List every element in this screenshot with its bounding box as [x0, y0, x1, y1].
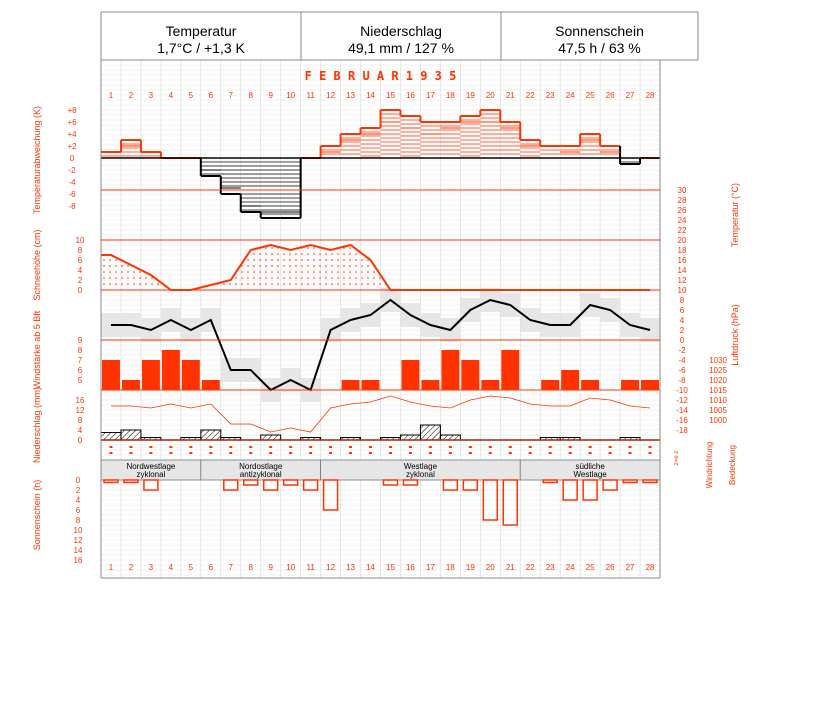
wind-bar	[401, 360, 419, 390]
sun-bar	[543, 480, 557, 483]
day-label-top: 15	[386, 91, 395, 100]
day-label-bottom: 17	[425, 563, 435, 572]
day-label-top: 14	[366, 91, 375, 100]
wind-bar	[441, 350, 459, 390]
axis-title-winddir: Windrichtung	[705, 441, 714, 489]
cloud-mark	[369, 452, 372, 454]
sun-bar	[104, 480, 118, 483]
wind-tick: 8	[77, 346, 83, 355]
wind-dir-mark	[449, 446, 452, 448]
temp-tick: -18	[676, 426, 688, 435]
day-label-bottom: 10	[286, 563, 296, 572]
pressure-tick: 1025	[709, 366, 727, 375]
precip-tick: 16	[75, 396, 85, 405]
temp-tick: 24	[677, 216, 687, 225]
sun-tick: 4	[75, 496, 81, 505]
temp-tick: -8	[678, 376, 686, 385]
tempdev-tick: +6	[67, 118, 77, 127]
day-label-bottom: 11	[306, 563, 315, 572]
wind-bar	[501, 350, 519, 390]
axis-title-wind: Windstärke ab 5 Bft	[32, 310, 42, 390]
month-title: F E B R U A R 1 9 3 5	[304, 69, 457, 83]
header-temperature-title: Temperatur	[165, 23, 237, 39]
pressure-tick: 1005	[709, 406, 727, 415]
day-label-bottom: 3	[148, 563, 154, 572]
sun-tick: 0	[75, 476, 81, 485]
wind-dir-mark	[309, 446, 312, 448]
cloud-mark	[149, 452, 152, 454]
temp-tick: 6	[679, 306, 685, 315]
day-label-bottom: 28	[645, 563, 655, 572]
day-label-top: 8	[248, 91, 253, 100]
day-label-bottom: 27	[625, 563, 635, 572]
wind-dir-mark	[329, 446, 332, 448]
wind-dir-mark	[529, 446, 532, 448]
sun-bar	[124, 480, 138, 483]
day-label-top: 3	[148, 91, 154, 100]
day-label-bottom: 13	[346, 563, 356, 572]
temp-tick: 8	[679, 296, 685, 305]
temp-tick: -2	[678, 346, 686, 355]
weather-type-sublabel: zyklonal	[405, 470, 435, 479]
cloud-mark	[349, 452, 352, 454]
wind-tick: 7	[77, 356, 83, 365]
day-label-top: 28	[645, 91, 655, 100]
axis-title-sun: Sonnenschein (h)	[32, 479, 42, 551]
temp-tick: -4	[678, 356, 686, 365]
sun-bar	[623, 480, 637, 483]
sun-tick: 10	[73, 526, 83, 535]
cloud-mark	[169, 452, 172, 454]
precip-bar	[101, 433, 121, 441]
day-label-bottom: 22	[525, 563, 535, 572]
cloud-mark	[329, 452, 332, 454]
day-label-top: 18	[445, 91, 455, 100]
day-label-top: 17	[425, 91, 435, 100]
axis-title-pressure: Luftdruck (hPa)	[730, 304, 740, 366]
day-label-top: 6	[208, 91, 214, 100]
snow-tick: 4	[77, 266, 83, 275]
sun-tick: 2	[75, 486, 81, 495]
temp-tick: 26	[677, 206, 687, 215]
day-label-top: 13	[346, 91, 356, 100]
day-label-bottom: 12	[326, 563, 336, 572]
temp-tick: -16	[676, 416, 688, 425]
axis-title-precip: Niederschlag (mm)	[32, 386, 42, 464]
wind-dir-mark	[289, 446, 292, 448]
temp-tick: 16	[677, 256, 687, 265]
wind-dir-mark	[409, 446, 412, 448]
wind-bar	[182, 360, 200, 390]
wind-dir-mark	[109, 446, 112, 448]
axis-title-temp: Temperatur (°C)	[730, 182, 740, 248]
axis-title-snow: Schneehöhe (cm)	[32, 229, 42, 301]
pressure-tick: 1010	[709, 396, 727, 405]
day-label-top: 10	[286, 91, 296, 100]
tempdev-tick: -4	[68, 178, 76, 187]
tempdev-tick: 0	[69, 154, 75, 163]
day-label-top: 7	[228, 91, 233, 100]
weather-type-label: Nordostlage	[239, 462, 283, 471]
sun-bar	[244, 480, 258, 485]
weather-type-label: Westlage	[403, 462, 438, 471]
cloud-mark	[189, 452, 192, 454]
sun-bar	[403, 480, 417, 485]
sun-tick: 16	[73, 556, 83, 565]
day-label-top: 26	[605, 91, 615, 100]
weather-type-sublabel: Westlage	[573, 470, 607, 479]
temp-tick: -6	[678, 366, 686, 375]
cloud-mark	[449, 452, 452, 454]
sun-bar	[284, 480, 298, 485]
wind-dir-mark	[229, 446, 232, 448]
day-label-top: 12	[326, 91, 336, 100]
day-label-bottom: 4	[168, 563, 174, 572]
precip-tick: 0	[77, 436, 83, 445]
cloud-mark	[569, 452, 572, 454]
wind-dir-mark	[469, 446, 472, 448]
wind-tick: 9	[77, 336, 83, 345]
wind-dir-mark	[389, 446, 392, 448]
cloud-mark	[609, 452, 612, 454]
day-label-bottom: 19	[465, 563, 475, 572]
cloud-mark	[509, 452, 512, 454]
sun-bar	[643, 480, 657, 483]
temp-tick: 0	[679, 336, 685, 345]
wind-dir-mark	[649, 446, 652, 448]
day-label-top: 11	[306, 91, 315, 100]
pressure-tick: 1000	[709, 416, 727, 425]
temp-tick: 28	[677, 196, 687, 205]
wind-dir-mark	[609, 446, 612, 448]
wind-bar	[342, 380, 360, 390]
day-label-bottom: 6	[208, 563, 214, 572]
precip-bar	[121, 430, 141, 440]
snow-tick: 2	[77, 276, 83, 285]
strip-legend: z=e z	[674, 450, 680, 466]
wind-bar	[421, 380, 439, 390]
weather-type-label: Nordwestlage	[126, 462, 176, 471]
day-label-bottom: 23	[545, 563, 555, 572]
cloud-mark	[429, 452, 432, 454]
cloud-mark	[489, 452, 492, 454]
cloud-mark	[389, 452, 392, 454]
day-label-bottom: 24	[565, 563, 575, 572]
cloud-mark	[549, 452, 552, 454]
precip-tick: 12	[75, 406, 85, 415]
day-label-bottom: 1	[108, 563, 114, 572]
temp-tick: -10	[676, 386, 688, 395]
temp-tick: 22	[677, 226, 687, 235]
day-label-top: 25	[585, 91, 595, 100]
cloud-mark	[469, 452, 472, 454]
weather-type-label: südliche	[575, 462, 605, 471]
wind-dir-mark	[189, 446, 192, 448]
temp-tick: 10	[677, 286, 687, 295]
day-label-bottom: 9	[268, 563, 273, 572]
cloud-mark	[409, 452, 412, 454]
wind-bar	[202, 380, 220, 390]
pressure-tick: 1020	[709, 376, 727, 385]
precip-bar	[201, 430, 221, 440]
header-sunshine-value: 47,5 h / 63 %	[558, 40, 641, 56]
sun-tick: 14	[73, 546, 83, 555]
weather-type-sublabel: antizyklonal	[239, 470, 282, 479]
day-label-top: 21	[505, 91, 515, 100]
temp-tick: 4	[679, 316, 685, 325]
tempdev-tick: +8	[67, 106, 77, 115]
precip-tick: 4	[77, 426, 83, 435]
wind-bar	[461, 360, 479, 390]
temp-tick: 30	[677, 186, 687, 195]
wind-tick: 5	[77, 376, 83, 385]
wind-bar	[621, 380, 639, 390]
wind-dir-mark	[589, 446, 592, 448]
cloud-mark	[289, 452, 292, 454]
wind-dir-mark	[149, 446, 152, 448]
wind-bar	[641, 380, 659, 390]
wind-dir-mark	[169, 446, 172, 448]
temp-tick: 2	[679, 326, 685, 335]
day-label-top: 24	[565, 91, 575, 100]
wind-dir-mark	[549, 446, 552, 448]
day-label-top: 22	[525, 91, 535, 100]
sun-bar	[384, 480, 398, 485]
day-label-bottom: 14	[366, 563, 375, 572]
cloud-mark	[249, 452, 252, 454]
precip-tick: 8	[77, 416, 83, 425]
tempdev-tick: -6	[68, 190, 76, 199]
day-label-bottom: 16	[405, 563, 415, 572]
wind-bar	[481, 380, 499, 390]
day-label-top: 2	[128, 91, 134, 100]
day-label-top: 4	[168, 91, 174, 100]
sun-tick: 6	[75, 506, 81, 515]
day-label-bottom: 5	[188, 563, 194, 572]
snow-tick: 10	[75, 236, 85, 245]
header-sunshine-title: Sonnenschein	[555, 23, 644, 39]
header-precipitation-title: Niederschlag	[360, 23, 442, 39]
day-label-top: 1	[108, 91, 114, 100]
axis-title-cloud: Bedeckung	[728, 444, 737, 486]
tempdev-tick: +4	[67, 130, 77, 139]
cloud-mark	[589, 452, 592, 454]
wind-dir-mark	[249, 446, 252, 448]
temp-tick: 18	[677, 246, 687, 255]
cloud-mark	[529, 452, 532, 454]
day-label-bottom: 20	[485, 563, 495, 572]
temp-tick: 20	[677, 236, 687, 245]
cloud-mark	[629, 452, 632, 454]
sun-tick: 12	[73, 536, 83, 545]
wind-tick: 6	[77, 366, 83, 375]
sun-tick: 8	[75, 516, 81, 525]
wind-bar	[541, 380, 559, 390]
cloud-mark	[309, 452, 312, 454]
wind-bar	[122, 380, 140, 390]
day-label-top: 9	[268, 91, 273, 100]
day-label-top: 19	[465, 91, 475, 100]
tempdev-tick: -8	[68, 202, 76, 211]
sun-bar	[503, 480, 517, 525]
day-label-top: 16	[405, 91, 415, 100]
day-label-bottom: 7	[228, 563, 233, 572]
day-label-bottom: 18	[445, 563, 455, 572]
wind-dir-mark	[369, 446, 372, 448]
wind-bar	[561, 370, 579, 390]
cloud-mark	[209, 452, 212, 454]
snow-tick: 0	[77, 286, 83, 295]
tempdev-tick: -2	[68, 166, 76, 175]
wind-dir-mark	[429, 446, 432, 448]
wind-dir-mark	[629, 446, 632, 448]
tempdev-tick: +2	[67, 142, 77, 151]
temp-tick: -14	[676, 406, 688, 415]
cloud-mark	[129, 452, 132, 454]
wind-dir-mark	[349, 446, 352, 448]
day-label-top: 5	[188, 91, 194, 100]
weather-type-sublabel: zyklonal	[136, 470, 166, 479]
day-label-bottom: 15	[386, 563, 395, 572]
cloud-mark	[269, 452, 272, 454]
pressure-tick: 1015	[709, 386, 727, 395]
wind-bar	[581, 380, 599, 390]
wind-bar	[162, 350, 180, 390]
day-label-bottom: 8	[248, 563, 253, 572]
axis-title-tempdev: Temperaturabweichung (K)	[32, 105, 42, 215]
wind-dir-mark	[209, 446, 212, 448]
snow-tick: 6	[77, 256, 83, 265]
day-label-bottom: 21	[505, 563, 515, 572]
wind-bar	[142, 360, 160, 390]
wind-bar	[362, 380, 380, 390]
day-label-top: 27	[625, 91, 635, 100]
header-precipitation-value: 49,1 mm / 127 %	[348, 40, 454, 56]
temp-tick: 14	[677, 266, 687, 275]
temp-tick: -12	[676, 396, 688, 405]
wind-dir-mark	[269, 446, 272, 448]
header-temperature-value: 1,7°C / +1,3 K	[157, 40, 245, 56]
wind-bar	[102, 360, 120, 390]
temp-tick: 12	[677, 276, 687, 285]
cloud-mark	[649, 452, 652, 454]
pressure-tick: 1030	[709, 356, 727, 365]
day-label-top: 20	[485, 91, 495, 100]
day-label-top: 23	[545, 91, 555, 100]
wind-dir-mark	[129, 446, 132, 448]
cloud-mark	[109, 452, 112, 454]
day-label-bottom: 26	[605, 563, 615, 572]
day-label-bottom: 2	[128, 563, 134, 572]
wind-dir-mark	[489, 446, 492, 448]
precip-bar	[420, 425, 440, 440]
snow-tick: 8	[77, 246, 83, 255]
day-label-bottom: 25	[585, 563, 595, 572]
wind-dir-mark	[509, 446, 512, 448]
cloud-mark	[229, 452, 232, 454]
wind-dir-mark	[569, 446, 572, 448]
